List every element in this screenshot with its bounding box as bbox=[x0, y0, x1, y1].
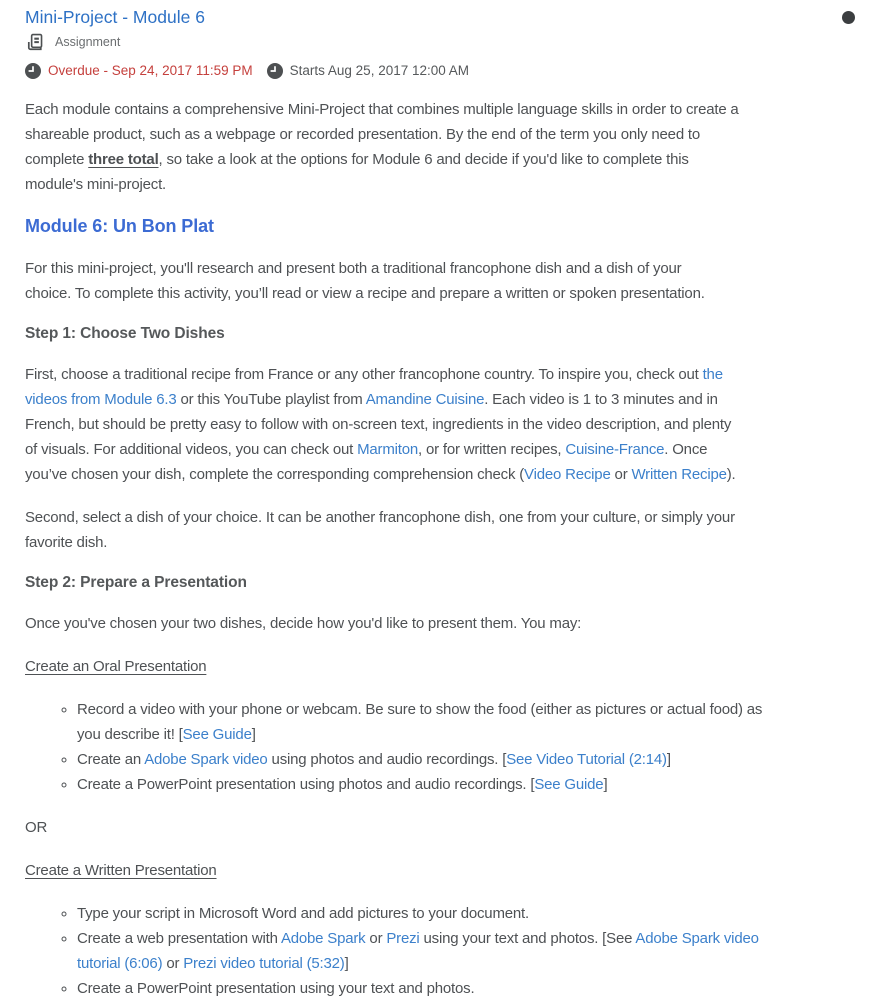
clock-icon bbox=[25, 63, 41, 79]
text-run: Type your script in Microsoft Word and add pictures to your document. bbox=[77, 905, 529, 922]
text-run: complete bbox=[25, 151, 89, 168]
text-run: or bbox=[610, 466, 632, 483]
inline-link[interactable]: the bbox=[702, 366, 723, 383]
text-run: Create an bbox=[77, 751, 145, 768]
text-run: shareable product, such as a webpage or recorded presentation. By the end of the term you only need to bbox=[25, 126, 701, 143]
text-run: Once you've chosen your two dishes, decide how you'd like to present them. You may: bbox=[25, 615, 582, 632]
text-run: favorite dish. bbox=[25, 534, 108, 551]
overdue-label: Overdue - Sep 24, 2017 11:59 PM bbox=[48, 63, 253, 78]
bullet-item bbox=[77, 976, 872, 1001]
text-run: of visuals. For additional videos, you can check out bbox=[25, 441, 358, 458]
module-intro-paragraph bbox=[25, 256, 872, 306]
text-run: For this mini-project, you'll research and present both a traditional francophone dish and a dish of your bbox=[25, 260, 682, 277]
step1-heading: Step 1: Choose Two Dishes bbox=[25, 325, 225, 342]
bullet-item bbox=[77, 901, 872, 926]
text-run: . Once bbox=[664, 441, 708, 458]
inline-link[interactable]: tutorial (6:06) bbox=[77, 955, 163, 972]
inline-link[interactable]: Adobe Spark video bbox=[144, 751, 268, 768]
text-run: using your text and photos. [See bbox=[419, 930, 636, 947]
text-run: Each module contains a comprehensive Mini-Project that combines multiple language skills in order to create a bbox=[25, 101, 739, 118]
text-run: . Each video is 1 to 3 minutes and in bbox=[484, 391, 718, 408]
dates-row bbox=[25, 62, 872, 79]
start-date bbox=[267, 62, 469, 79]
step2-heading: Step 2: Prepare a Presentation bbox=[25, 574, 247, 591]
page-title bbox=[25, 6, 872, 28]
inline-link[interactable]: See Guide bbox=[182, 726, 252, 743]
text-run: choice. To complete this activity, you’ll read or view a recipe and prepare a written or spoken presentation. bbox=[25, 285, 705, 302]
step1-paragraph-2 bbox=[25, 505, 872, 555]
step1-paragraph-1 bbox=[25, 362, 872, 487]
written-options-list bbox=[25, 901, 872, 1001]
inline-link[interactable]: Amandine Cuisine bbox=[365, 391, 485, 408]
text-run: , or for written recipes, bbox=[418, 441, 566, 458]
text-run: French, but should be pretty easy to follow with on-screen text, ingredients in the video description, and plenty bbox=[25, 416, 732, 433]
or-label: OR bbox=[25, 819, 48, 836]
module-heading: Module 6: Un Bon Plat bbox=[25, 216, 214, 236]
inline-link[interactable]: Prezi bbox=[386, 930, 420, 947]
text-run: , so take a look at the options for Module 6 and decide if you'd like to complete this bbox=[158, 151, 689, 168]
text-run: or this YouTube playlist from bbox=[176, 391, 366, 408]
bullet-item bbox=[77, 747, 872, 772]
unread-indicator-dot bbox=[842, 11, 855, 24]
inline-link[interactable]: Marmiton bbox=[357, 441, 419, 458]
bullet-item bbox=[77, 926, 872, 976]
inline-link[interactable]: Video Recipe bbox=[524, 466, 611, 483]
inline-link[interactable]: Cuisine-France bbox=[565, 441, 665, 458]
intro-paragraph bbox=[25, 97, 872, 197]
oral-options-list bbox=[25, 697, 872, 797]
inline-link[interactable]: Prezi video tutorial (5:32) bbox=[183, 955, 345, 972]
text-run: or bbox=[162, 955, 184, 972]
text-run: ] bbox=[251, 726, 256, 743]
written-presentation-heading: Create a Written Presentation bbox=[25, 862, 217, 879]
oral-presentation-heading: Create an Oral Presentation bbox=[25, 658, 207, 675]
text-run: ). bbox=[726, 466, 736, 483]
activity-type-row bbox=[25, 33, 872, 52]
text-run: First, choose a traditional recipe from France or any other francophone country. To inspire you, check out bbox=[25, 366, 703, 383]
inline-link[interactable]: Adobe Spark bbox=[280, 930, 366, 947]
text-run: Record a video with your phone or webcam. Be sure to show the food (either as pictures or actual food) as bbox=[77, 701, 763, 718]
text-run: Create a PowerPoint presentation using your text and photos. bbox=[77, 980, 475, 997]
activity-type-label: Assignment bbox=[55, 35, 121, 49]
inline-link[interactable]: See Guide bbox=[534, 776, 604, 793]
inline-link[interactable]: videos from Module 6.3 bbox=[25, 391, 177, 408]
inline-link[interactable]: See Video Tutorial (2:14) bbox=[506, 751, 667, 768]
text-run: ] bbox=[344, 955, 349, 972]
assignment-title-link[interactable]: Mini-Project - Module 6 bbox=[25, 7, 205, 27]
text-run: using photos and audio recordings. [ bbox=[267, 751, 507, 768]
text-run: or bbox=[365, 930, 387, 947]
clock-icon bbox=[267, 63, 283, 79]
text-run: Second, select a dish of your choice. It can be another francophone dish, one from your culture, or simply your bbox=[25, 509, 735, 526]
text-run: Create a web presentation with bbox=[77, 930, 281, 947]
text-run: Create a PowerPoint presentation using photos and audio recordings. [ bbox=[77, 776, 535, 793]
text-run: you’ve chosen your dish, complete the corresponding comprehension check ( bbox=[25, 466, 525, 483]
starts-label: Starts Aug 25, 2017 12:00 AM bbox=[289, 63, 470, 78]
text-run: ] bbox=[603, 776, 608, 793]
inline-link[interactable]: Adobe Spark video bbox=[635, 930, 759, 947]
text-run: module's mini-project. bbox=[25, 176, 167, 193]
text-run: ] bbox=[666, 751, 671, 768]
inline-link[interactable]: Written Recipe bbox=[631, 466, 727, 483]
due-date bbox=[25, 62, 253, 79]
text-run: three total bbox=[88, 151, 159, 168]
text-run: you describe it! [ bbox=[77, 726, 183, 743]
bullet-item bbox=[77, 697, 872, 747]
bullet-item bbox=[77, 772, 872, 797]
assignment-icon bbox=[25, 33, 44, 52]
step2-intro-paragraph bbox=[25, 611, 872, 636]
